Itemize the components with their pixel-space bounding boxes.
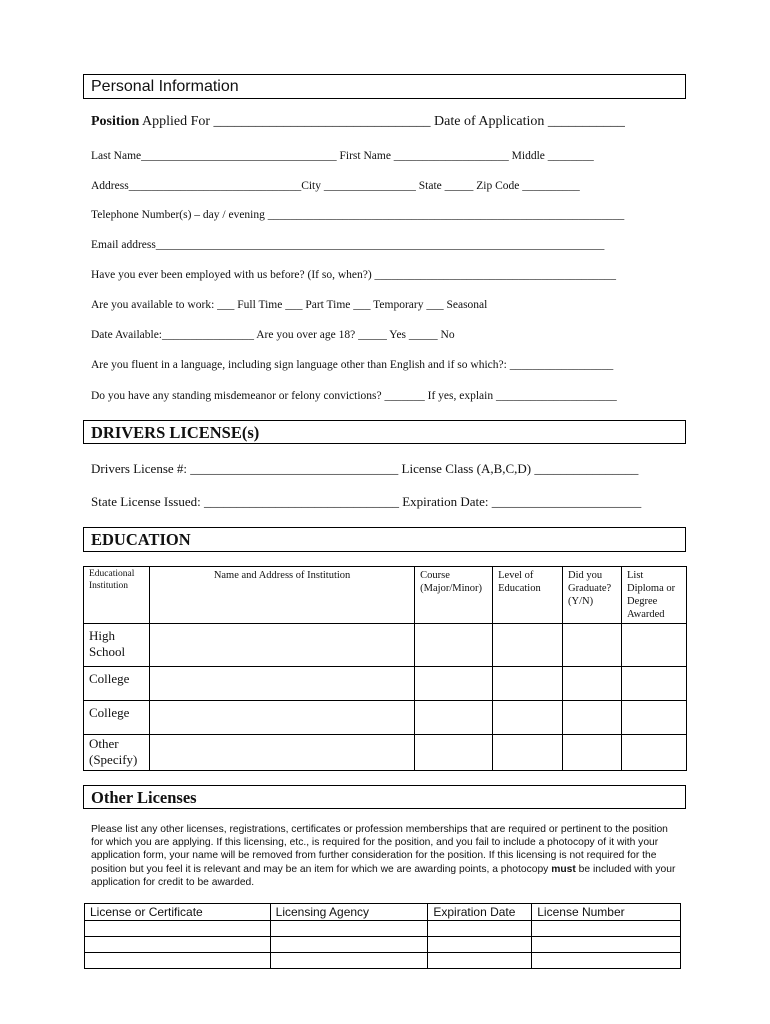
employed-before-line[interactable]: Have you ever been employed with us before? (If so, when?) __________________________________________ bbox=[91, 269, 617, 281]
language-fluency-line[interactable]: Are you fluent in a language, including sign language other than English and if so which?: __________________ bbox=[91, 359, 614, 371]
licenses-row bbox=[85, 937, 681, 953]
license-cell[interactable] bbox=[85, 937, 271, 953]
diploma-cell[interactable] bbox=[622, 735, 687, 771]
other-licenses-table bbox=[84, 903, 681, 969]
license-cell[interactable] bbox=[85, 953, 271, 969]
number-cell[interactable] bbox=[532, 921, 681, 937]
col-diploma-degree: List Diploma or Degree Awarded bbox=[622, 567, 687, 624]
personal-information-header bbox=[83, 74, 686, 99]
education-row-high-school bbox=[84, 624, 687, 667]
date-available-line[interactable]: Date Available:________________ Are you over age 18? _____ Yes _____ No bbox=[91, 329, 455, 341]
drivers-license-title: DRIVERS LICENSE(s) bbox=[91, 423, 260, 442]
drivers-license-header bbox=[83, 420, 686, 444]
col-expiration-date: Expiration Date bbox=[428, 904, 532, 921]
telephone-line[interactable]: Telephone Number(s) – day / evening ______________________________________________________________ bbox=[91, 209, 625, 221]
graduate-cell[interactable] bbox=[563, 701, 622, 735]
graduate-cell[interactable] bbox=[563, 624, 622, 667]
level-cell[interactable] bbox=[493, 701, 563, 735]
course-cell[interactable] bbox=[415, 624, 493, 667]
graduate-cell[interactable] bbox=[563, 735, 622, 771]
name-line[interactable]: Last Name__________________________________ First Name ____________________ Middle ________ bbox=[91, 150, 594, 162]
education-header bbox=[83, 527, 686, 552]
name-address-cell[interactable] bbox=[149, 701, 414, 735]
level-cell[interactable] bbox=[493, 624, 563, 667]
row-label: College bbox=[84, 667, 150, 701]
drivers-license-number-line[interactable]: Drivers License #: ________________________________ License Class (A,B,C,D) ________________ bbox=[91, 461, 639, 476]
row-label: Other (Specify) bbox=[84, 735, 150, 771]
personal-information-title: Personal Information bbox=[91, 78, 239, 95]
level-cell[interactable] bbox=[493, 667, 563, 701]
course-cell[interactable] bbox=[415, 735, 493, 771]
availability-line[interactable]: Are you available to work: ___ Full Time ___ Part Time ___ Temporary ___ Seasonal bbox=[91, 299, 488, 311]
other-licenses-instructions bbox=[91, 823, 679, 889]
education-header-row bbox=[84, 567, 687, 624]
diploma-cell[interactable] bbox=[622, 701, 687, 735]
email-line[interactable]: Email address______________________________________________________________________________ bbox=[91, 239, 605, 251]
other-licenses-title: Other Licenses bbox=[91, 788, 197, 807]
expiration-cell[interactable] bbox=[428, 937, 532, 953]
agency-cell[interactable] bbox=[270, 921, 428, 937]
education-row-college-1 bbox=[84, 667, 687, 701]
col-educational-institution: Educational Institution bbox=[84, 567, 150, 624]
license-cell[interactable] bbox=[85, 921, 271, 937]
expiration-cell[interactable] bbox=[428, 953, 532, 969]
col-course: Course (Major/Minor) bbox=[415, 567, 493, 624]
instructions-bold-must: must bbox=[551, 863, 576, 875]
diploma-cell[interactable] bbox=[622, 624, 687, 667]
col-license-number: License Number bbox=[532, 904, 681, 921]
course-cell[interactable] bbox=[415, 667, 493, 701]
instructions-text-2: be included with your application for credit to be awarded. bbox=[91, 863, 676, 888]
licenses-row bbox=[85, 921, 681, 937]
course-cell[interactable] bbox=[415, 701, 493, 735]
expiration-cell[interactable] bbox=[428, 921, 532, 937]
name-address-cell[interactable] bbox=[149, 624, 414, 667]
agency-cell[interactable] bbox=[270, 937, 428, 953]
agency-cell[interactable] bbox=[270, 953, 428, 969]
position-label: Position bbox=[91, 114, 140, 129]
col-did-you-graduate: Did you Graduate? (Y/N) bbox=[563, 567, 622, 624]
education-row-other bbox=[84, 735, 687, 771]
col-licensing-agency: Licensing Agency bbox=[270, 904, 428, 921]
licenses-header-row bbox=[85, 904, 681, 921]
education-table bbox=[83, 566, 687, 771]
education-row-college-2 bbox=[84, 701, 687, 735]
name-address-cell[interactable] bbox=[149, 735, 414, 771]
graduate-cell[interactable] bbox=[563, 667, 622, 701]
position-applied-text: Applied For _______________________________ Date of Application ___________ bbox=[139, 114, 625, 129]
instructions-text-1: Please list any other licenses, registrations, certificates or profession memberships that are required or pertinent to the position for which you are applying. If this licensing, etc., is required for the position, and you fail to include a photocopy of it with your application form, your name will be removed from further consideration for the position. If this licensing is not required for the position but you feel it is relevant and may be an item for which we are awarding points, a photocopy bbox=[91, 824, 668, 875]
position-applied-line[interactable] bbox=[91, 114, 681, 130]
col-level-of-education: Level of Education bbox=[493, 567, 563, 624]
diploma-cell[interactable] bbox=[622, 667, 687, 701]
convictions-line[interactable]: Do you have any standing misdemeanor or felony convictions? _______ If yes, explain _____________________ bbox=[91, 390, 617, 402]
row-label: College bbox=[84, 701, 150, 735]
row-label: High School bbox=[84, 624, 150, 667]
number-cell[interactable] bbox=[532, 953, 681, 969]
state-license-line[interactable]: State License Issued: ______________________________ Expiration Date: _______________________ bbox=[91, 494, 642, 509]
number-cell[interactable] bbox=[532, 937, 681, 953]
licenses-row bbox=[85, 953, 681, 969]
education-title: EDUCATION bbox=[91, 530, 191, 549]
name-address-cell[interactable] bbox=[149, 667, 414, 701]
col-name-address: Name and Address of Institution bbox=[149, 567, 414, 624]
other-licenses-header bbox=[83, 785, 686, 809]
address-line[interactable]: Address______________________________City ________________ State _____ Zip Code __________ bbox=[91, 180, 580, 192]
col-license-certificate: License or Certificate bbox=[85, 904, 271, 921]
level-cell[interactable] bbox=[493, 735, 563, 771]
